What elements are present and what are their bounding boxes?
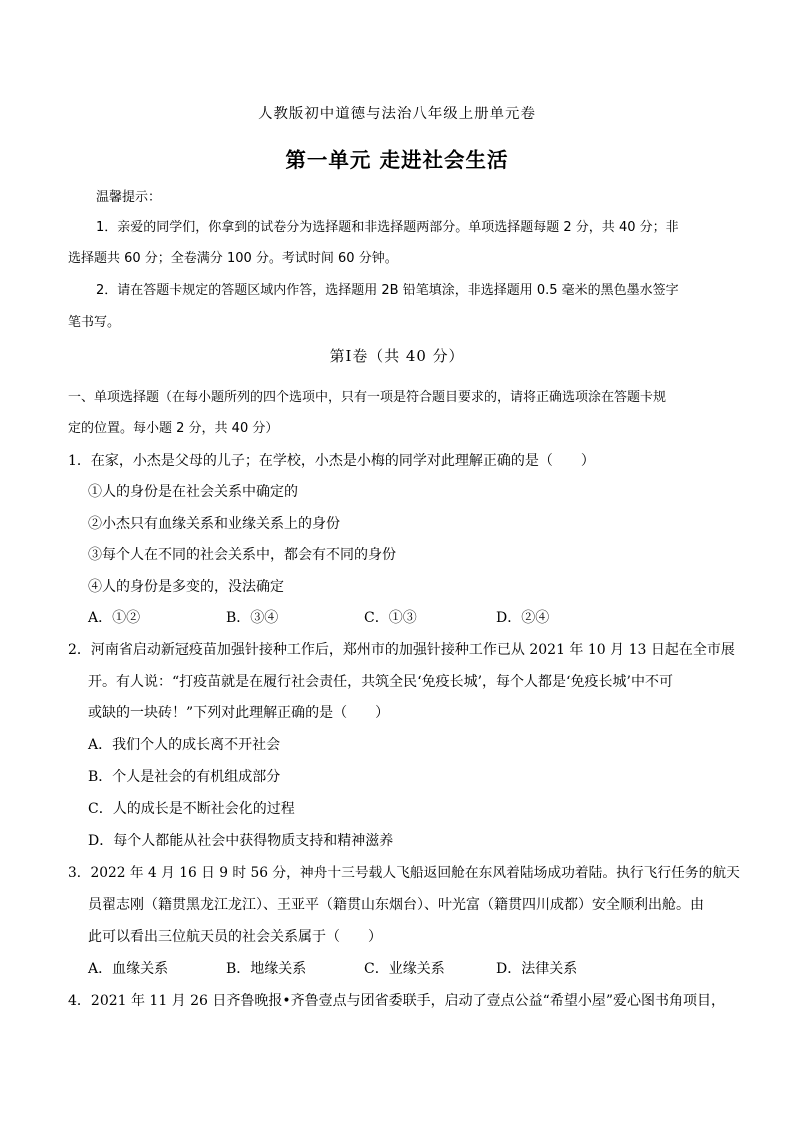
question-1-statement-3: ③每个人在不同的社会关系中，都会有不同的身份	[88, 547, 396, 563]
question-3-option-d: D．法律关系	[496, 961, 578, 977]
question-2-option-a: A．我们个人的成长离不开社会	[88, 737, 281, 753]
question-1-option-d: D．②④	[496, 610, 550, 626]
exam-subtitle: 人教版初中道德与法治八年级上册单元卷	[258, 106, 536, 122]
question-2-line-1: 2．河南省启动新冠疫苗加强针接种工作后，郑州市的加强针接种工作已从 2021 年 10 月 13 日起在全市展	[68, 642, 735, 658]
tip-1-line-2: 选择题共 60 分；全卷满分 100 分。考试时间 60 分钟。	[68, 251, 398, 266]
question-1-option-c: C．①③	[364, 610, 417, 626]
question-3-option-c: C．业缘关系	[364, 961, 445, 977]
question-2-line-3: 或缺的一块砖！”下列对此理解正确的是（ ）	[88, 705, 390, 721]
question-1-stem: 1．在家，小杰是父母的儿子；在学校，小杰是小梅的同学对此理解正确的是（ ）	[68, 453, 595, 469]
question-3-line-3: 此可以看出三位航天员的社会关系属于（ ）	[88, 929, 382, 945]
question-1-option-b: B．③④	[226, 610, 279, 626]
page-title: 第一单元 走进社会生活	[285, 148, 509, 172]
question-1-statement-2: ②小杰只有血缘关系和业缘关系上的身份	[88, 516, 340, 532]
tip-2-line-1: 2．请在答题卡规定的答题区域内作答，选择题用 2B 铅笔填涂，非选择题用 0.5 毫米的黑色墨水签字	[96, 283, 679, 298]
question-2-option-c: C．人的成长是不断社会化的过程	[88, 801, 295, 817]
section-title: 第Ⅰ卷（共 40 分）	[329, 347, 465, 365]
tip-1-line-1: 1．亲爱的同学们，你拿到的试卷分为选择题和非选择题两部分。单项选择题每题 2 分，共 40 分；非	[96, 220, 679, 235]
question-1-statement-1: ①人的身份是在社会关系中确定的	[88, 484, 298, 500]
question-3-line-2: 员翟志刚（籍贯黑龙江龙江）、王亚平（籍贯山东烟台）、叶光富（籍贯四川成都）安全顺利出舱。由	[88, 897, 704, 913]
section-instruction-line-2: 定的位置。每小题 2 分，共 40 分）	[68, 421, 279, 436]
question-3-option-b: B．地缘关系	[226, 961, 307, 977]
question-2-option-b: B．个人是社会的有机组成部分	[88, 769, 281, 785]
question-2-option-d: D．每个人都能从社会中获得物质支持和精神滋养	[88, 833, 394, 849]
question-3-option-a: A．血缘关系	[88, 961, 169, 977]
question-2-line-2: 开。有人说：“打疫苗就是在履行社会责任，共筑全民‘免疫长城’，每个人都是‘免疫长城’中不可	[88, 674, 673, 690]
question-1-statement-4: ④人的身份是多变的，没法确定	[88, 579, 284, 595]
question-1-option-a: A．①②	[88, 610, 141, 626]
tip-2-line-2: 笔书写。	[68, 315, 121, 330]
question-4-line-1: 4．2021 年 11 月 26 日齐鲁晚报•齐鲁壹点与团省委联手，启动了壹点公益“希望小屋”爱心图书角项目，	[68, 993, 725, 1009]
question-3-line-1: 3．2022 年 4 月 16 日 9 时 56 分，神舟十三号载人飞船返回舱在东风着陆场成功着陆。执行飞行任务的航天	[68, 865, 740, 881]
section-instruction-line-1: 一、单项选择题（在每小题所列的四个选项中，只有一项是符合题目要求的，请将正确选项涂在答题卡规	[68, 390, 667, 405]
tips-heading: 温馨提示：	[96, 190, 162, 205]
